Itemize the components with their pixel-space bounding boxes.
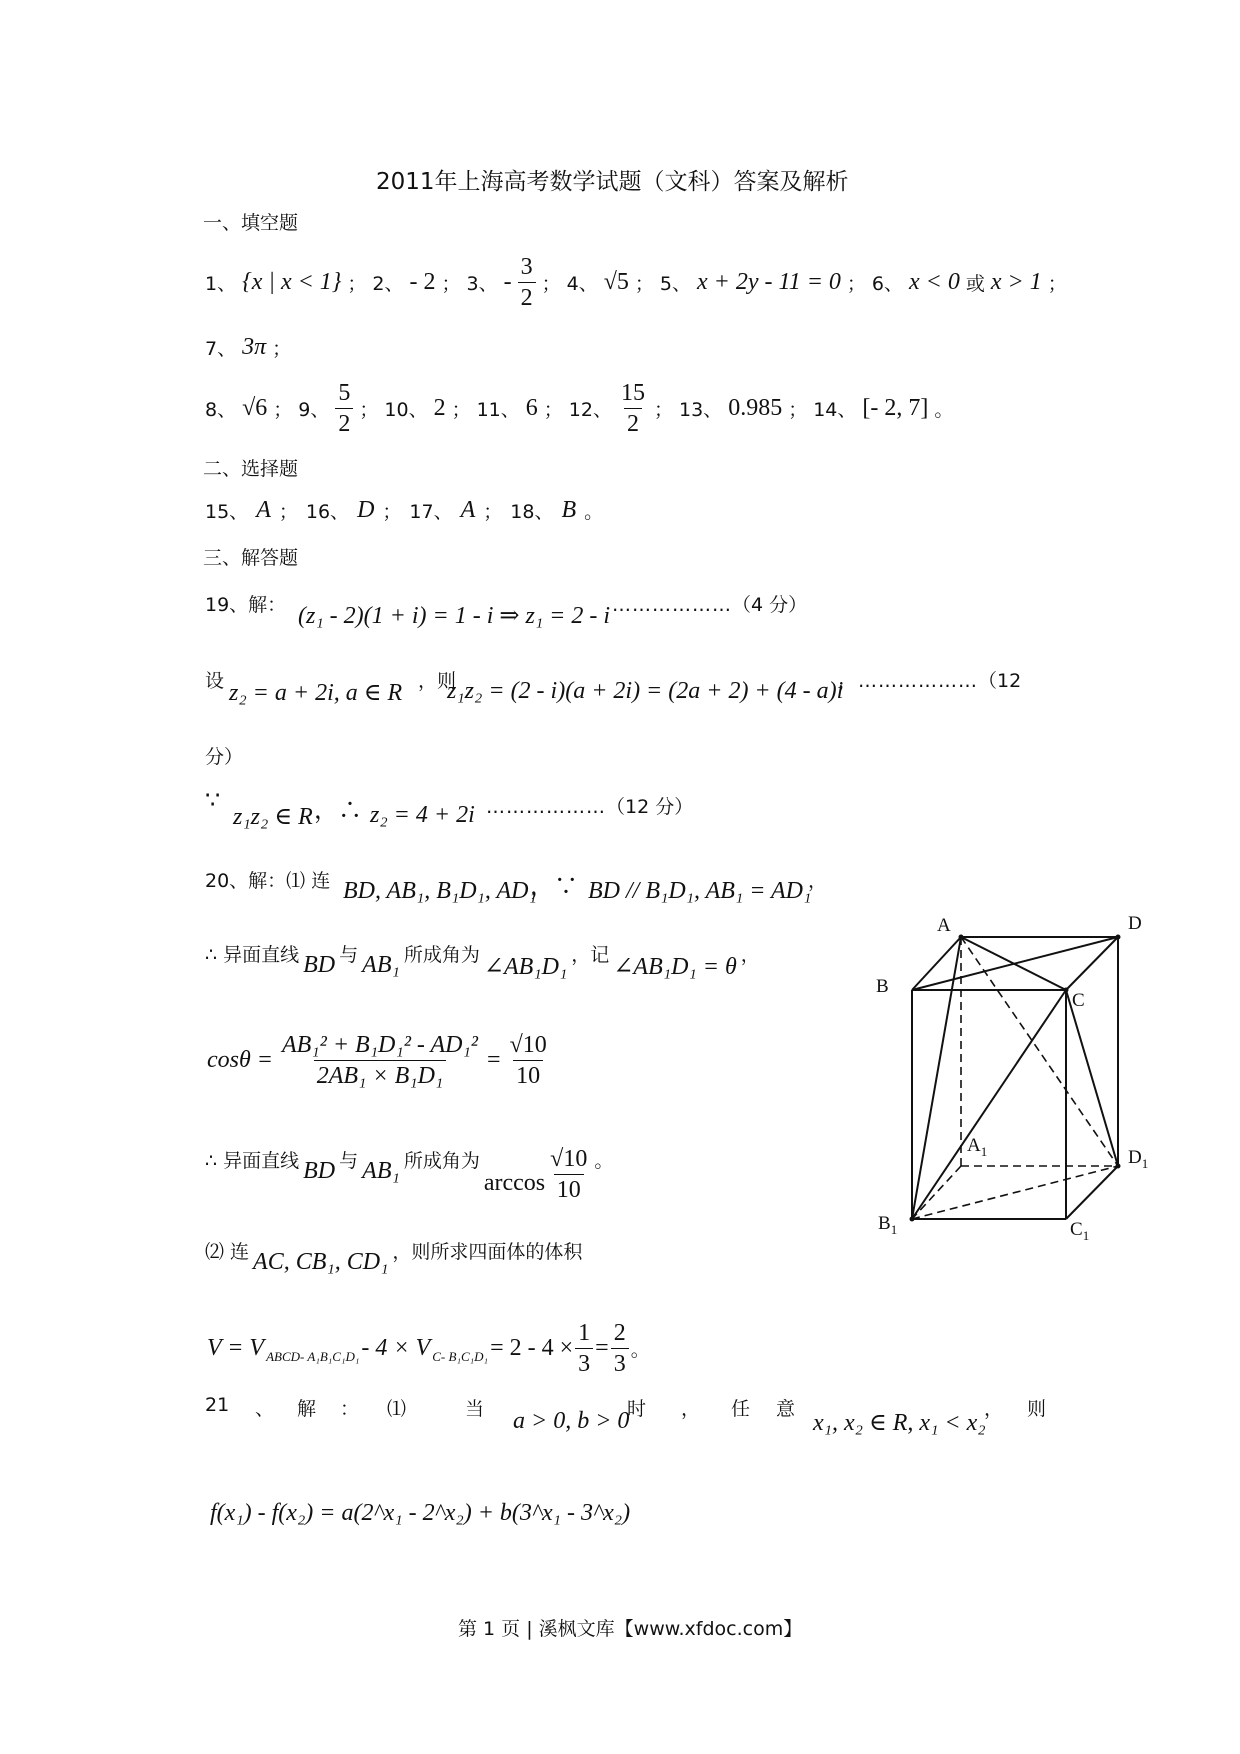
- with-text: 与: [339, 944, 359, 966]
- q-number: 13、: [679, 399, 723, 422]
- answer: √5: [603, 269, 629, 296]
- q-number: 2、: [372, 273, 404, 296]
- q20-line-4: [205, 1146, 613, 1204]
- separator: ；: [359, 399, 379, 422]
- note-text: ，记: [571, 944, 610, 966]
- section-heading-fill-in: 一、填空题: [203, 212, 299, 234]
- numerator: 15: [620, 380, 645, 406]
- q-number: 11、: [476, 399, 520, 422]
- answer: A: [256, 497, 271, 523]
- numerator: √10: [509, 1032, 547, 1058]
- because-symbol: ，∵: [530, 874, 578, 900]
- answer: 6: [525, 395, 538, 422]
- numerator: 2: [613, 1320, 626, 1346]
- with-text: 与: [339, 1150, 359, 1172]
- therefore-text: ∴ 异面直线: [205, 1150, 300, 1172]
- fraction: [335, 380, 353, 438]
- separator: ；: [483, 501, 503, 523]
- separator: ；: [541, 273, 561, 296]
- vertex-label-B: B: [876, 976, 889, 997]
- answer: x < 0: [909, 269, 960, 296]
- vertex-label-B1: [878, 1213, 897, 1238]
- answers-line-8: [205, 380, 953, 438]
- seg-CD1: [1066, 990, 1118, 1166]
- separator: ；: [788, 399, 808, 422]
- denominator: 2AB₁ × B₁D₁: [314, 1060, 447, 1089]
- score: （4 分）: [732, 594, 808, 616]
- vol-v: V = V: [207, 1335, 265, 1362]
- vol-mid: - 4 × V: [361, 1335, 431, 1362]
- answers-line-1: [205, 254, 1067, 312]
- comma: ，: [808, 870, 828, 892]
- cos-formula: [207, 1032, 550, 1090]
- answer: √6: [242, 395, 268, 422]
- separator: ；: [273, 399, 293, 422]
- q20-equation-2: BD // B₁D₁, AB₁ = AD₁: [588, 878, 812, 904]
- equals: =: [595, 1335, 609, 1362]
- q21-comma: ，: [681, 1398, 701, 1420]
- q19-equation-2: z₂ = a + 2i, a ∈ R: [229, 680, 403, 706]
- denominator: 10: [513, 1060, 543, 1089]
- leader-dots: ………………: [612, 594, 732, 616]
- vertex-label-D: D: [1128, 913, 1142, 934]
- q19-then: ，则: [418, 670, 457, 692]
- q-number: 4、: [566, 273, 598, 296]
- q-number: 5、: [659, 273, 691, 296]
- angle-theta: ∠AB₁D₁ = θ: [613, 954, 737, 980]
- vertex-label-A: A: [937, 915, 951, 936]
- page-footer: 第 1 页 | 溪枫文库【www.xfdoc.com】: [458, 1618, 803, 1640]
- choice-answers: [205, 497, 603, 524]
- q19-dots-3: [486, 792, 693, 819]
- q19-equation-5: z₂ = 4 + 2i: [370, 802, 475, 828]
- answer: x > 1: [990, 269, 1042, 296]
- q21-vars: x₁, x₂ ∈ R, x₁ < x₂: [813, 1410, 986, 1436]
- q20-equation-1: BD, AB₁, B₁D₁, AD₁: [343, 878, 537, 904]
- denominator: 2: [624, 408, 642, 437]
- volume-text: ，则所求四面体的体积: [392, 1241, 583, 1263]
- fraction: [611, 1320, 629, 1378]
- q21-ze: 则: [1027, 1398, 1047, 1420]
- fraction: [518, 254, 536, 312]
- q-number: 10、: [384, 399, 428, 422]
- q-number: 15、: [205, 501, 249, 523]
- line-bd: BD: [303, 952, 336, 978]
- separator: ；: [653, 399, 673, 422]
- vertex-D1: [1116, 1164, 1121, 1169]
- q21-line-1: [205, 1394, 1051, 1444]
- label-letter: D: [1128, 1147, 1142, 1168]
- numerator: 3: [520, 254, 533, 280]
- or-text: 或: [965, 273, 985, 296]
- because-symbol: ∵: [205, 788, 221, 814]
- numerator: 1: [578, 1320, 591, 1346]
- q-number: 14、: [813, 399, 857, 422]
- q21-shi: 时: [627, 1398, 647, 1420]
- vertex-C: [1064, 988, 1069, 993]
- vertex-label-C1: [1070, 1219, 1089, 1244]
- answer: B: [561, 497, 577, 523]
- q21-yi: 意: [776, 1398, 796, 1420]
- q21-dun: 、: [255, 1398, 275, 1420]
- answer: {x | x < 1}: [242, 269, 342, 296]
- vol-sub-1: ABCD- A₁B₁C₁D₁: [266, 1348, 360, 1364]
- denominator: 2: [335, 408, 353, 437]
- vol-sub-2: C- B₁C₁D₁: [432, 1348, 489, 1364]
- q21-part-1: ⑴: [387, 1398, 407, 1420]
- q19-score-cont: 分）: [205, 746, 244, 768]
- line-ab1: AB₁: [362, 952, 400, 978]
- denominator: 2: [518, 282, 536, 311]
- denominator: 10: [554, 1174, 584, 1203]
- q-number: 7、: [205, 338, 237, 360]
- label-letter: C: [1070, 1219, 1083, 1240]
- separator: ；: [451, 399, 471, 422]
- separator: ；: [278, 501, 298, 523]
- answer: D: [357, 497, 375, 523]
- comma: ，: [740, 944, 760, 966]
- q-number: 6、: [871, 273, 904, 296]
- q-number: 8、: [205, 399, 237, 422]
- leader-dots: ，………………: [838, 670, 979, 692]
- separator: ；: [382, 501, 402, 523]
- part2-label: ⑵ 连: [205, 1241, 250, 1263]
- section-heading-solutions: 三、解答题: [203, 547, 299, 569]
- therefore-text: ∴ 异面直线: [205, 944, 300, 966]
- vol-rest: = 2 - 4 ×: [490, 1335, 574, 1362]
- score: （12: [978, 670, 1022, 692]
- angle: ∠AB₁D₁: [483, 954, 568, 980]
- label-sub: 1: [1082, 1227, 1090, 1243]
- separator: ；: [1047, 273, 1067, 296]
- q19-equation-1: (z₁ - 2)(1 + i) = 1 - i ⇒ z₁ = 2 - i: [298, 603, 611, 629]
- numerator: √10: [550, 1146, 588, 1172]
- period: 。: [594, 1150, 614, 1172]
- label-sub: 1: [890, 1221, 898, 1237]
- angle-text: 所成角为: [403, 1150, 480, 1172]
- q20-line-2: [205, 940, 760, 981]
- q-number: 17、: [409, 501, 453, 523]
- edge-C1D1: [1066, 1166, 1118, 1219]
- score: （12 分）: [606, 796, 694, 818]
- q21-comma-2: ，: [984, 1398, 1004, 1420]
- q19-label: 19、解：: [205, 594, 287, 616]
- q20-part-2: [205, 1237, 582, 1276]
- separator: ；: [441, 273, 461, 296]
- denominator: 3: [611, 1348, 629, 1377]
- q-number: 1、: [205, 273, 237, 296]
- section-heading-choice: 二、选择题: [203, 458, 299, 480]
- period: 。: [934, 399, 954, 422]
- separator: ；: [543, 399, 563, 422]
- answer: [- 2, 7]: [862, 395, 929, 422]
- vertex-B1: [910, 1217, 915, 1222]
- q-number: 9、: [298, 399, 330, 422]
- q19-set: 设: [205, 670, 225, 692]
- edge-DC: [1066, 937, 1118, 990]
- q21-jie: 解: [297, 1398, 317, 1420]
- answer: 2: [433, 395, 446, 422]
- fraction: [575, 1320, 593, 1378]
- equals: =: [487, 1047, 501, 1074]
- q21-num: 21: [205, 1394, 230, 1416]
- q-number: 3、: [466, 273, 498, 296]
- diag-BD: [912, 937, 1118, 990]
- therefore-symbol: ，∴: [314, 798, 362, 824]
- hidden-AD1: [961, 937, 1118, 1166]
- q19-dots-1: [612, 590, 807, 617]
- label-letter: A: [967, 1135, 981, 1156]
- cos-left: cosθ =: [207, 1047, 273, 1074]
- q20-equation-3: AC, CB₁, CD₁: [253, 1249, 389, 1275]
- q20-label: 20、解：⑴ 连: [205, 870, 331, 892]
- period: 。: [630, 1339, 650, 1362]
- q21-dang: 当: [465, 1398, 485, 1420]
- q-number: 18、: [510, 501, 554, 523]
- fraction: [618, 380, 648, 438]
- answer: 3π: [242, 334, 267, 360]
- prism-figure: [870, 912, 1170, 1242]
- vertex-D: [1116, 935, 1121, 940]
- numerator: AB₁² + B₁D₁² - AD₁²: [281, 1032, 479, 1058]
- vertex-A: [959, 935, 964, 940]
- fraction: [507, 1032, 550, 1090]
- separator: ；: [846, 273, 866, 296]
- line-bd: BD: [303, 1158, 336, 1184]
- answer: 0.985: [728, 395, 783, 422]
- answer: - 2: [409, 269, 436, 296]
- vertex-label-D1: [1128, 1147, 1148, 1172]
- line-ab1: AB₁: [362, 1158, 400, 1184]
- answer: x + 2y - 11 = 0: [697, 269, 841, 296]
- arccos: arccos: [483, 1170, 546, 1197]
- answers-line-7: [205, 334, 291, 361]
- q19-dots-2: [838, 666, 1021, 693]
- label-letter: B: [878, 1213, 891, 1234]
- separator: ；: [347, 273, 367, 296]
- q19-equation-4: z₁z₂ ∈ R: [233, 804, 313, 830]
- numerator: 5: [338, 380, 351, 406]
- volume-formula: [207, 1320, 650, 1378]
- fraction: [547, 1146, 590, 1204]
- label-sub: 1: [1141, 1155, 1149, 1171]
- vertex-label-C: C: [1072, 990, 1085, 1011]
- denominator: 3: [575, 1348, 593, 1377]
- q-number: 16、: [305, 501, 350, 523]
- label-sub: 1: [980, 1143, 988, 1159]
- separator: ；: [634, 273, 654, 296]
- q-number: 12、: [568, 399, 612, 422]
- arccos-expression: [484, 1146, 590, 1204]
- fraction: [279, 1032, 481, 1090]
- answer: A: [460, 497, 476, 523]
- q21-equation: f(x₁) - f(x₂) = a(2^x₁ - 2^x₂) + b(3^x₁ - 3^x₂): [210, 1500, 631, 1526]
- q21-ren: 任: [731, 1398, 751, 1420]
- q21-condition: a > 0, b > 0: [513, 1408, 630, 1434]
- vertex-label-A1: [967, 1135, 987, 1160]
- leader-dots: ………………: [486, 796, 606, 818]
- seg-AB1: [912, 937, 961, 1219]
- minus-sign: -: [503, 269, 512, 296]
- angle-text: 所成角为: [403, 944, 480, 966]
- q19-equation-3: z₁z₂ = (2 - i)(a + 2i) = (2a + 2) + (4 - a)i: [447, 678, 844, 704]
- period: 。: [584, 501, 604, 523]
- separator: ；: [272, 338, 292, 360]
- q21-colon: ：: [340, 1398, 360, 1420]
- page-title: 2011年上海高考数学试题（文科）答案及解析: [376, 169, 849, 195]
